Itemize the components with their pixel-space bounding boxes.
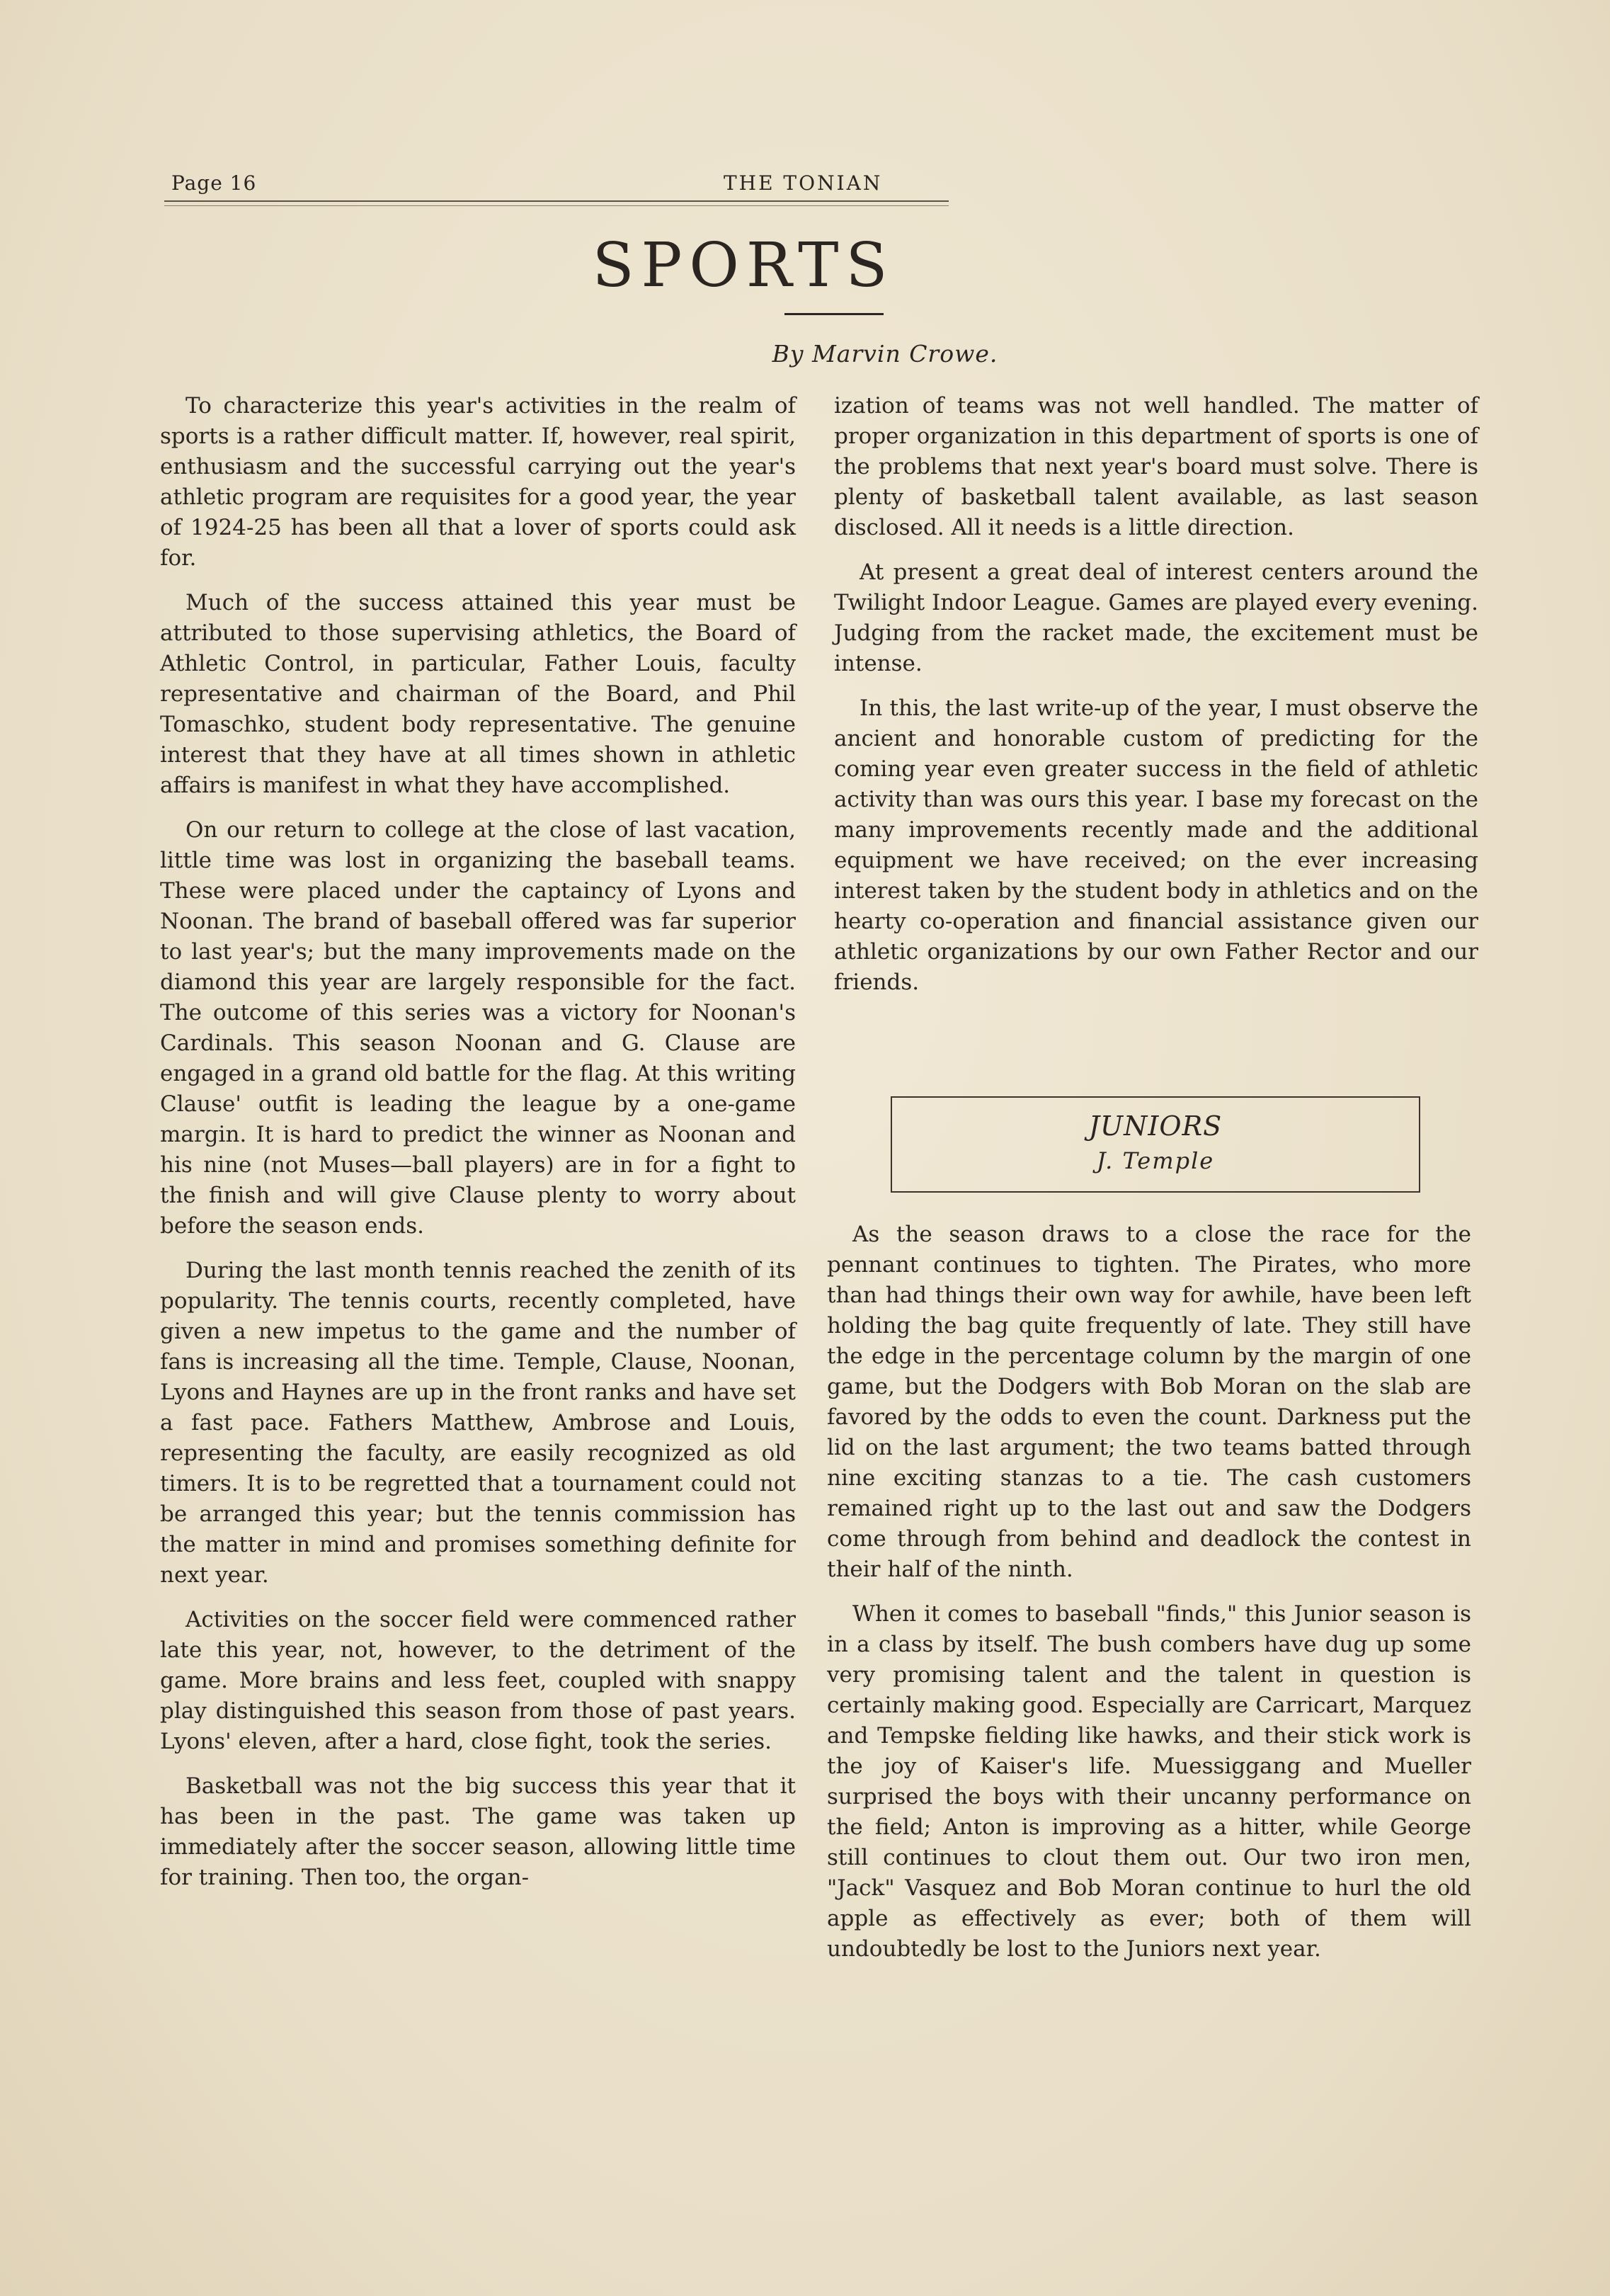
title-rule: [784, 313, 884, 315]
paragraph: As the season draws to a close the race for the pennant continues to tighten. The Pirates, who more than had things their own way for awhile, have been left holding the bag quite frequently of late. They still have the edge in the percentage column by the margin of one game, but the Dodgers with Bob Moran on the slab are favored by the odds to even the count. Darkness put the lid on the last argument; the two teams batted through nine exciting stanzas to a tie. The cash customers remained right up to the last out and saw the Dodgers come through from behind and deadlock the contest in their half of the ninth.: [827, 1222, 1471, 1582]
paragraph: During the last month tennis reached the zenith of its popularity. The tennis courts, recently completed, have given a new impetus to the game and the number of fans is increasing all the time. Temple, Clause, Noonan, Lyons and Haynes are up in the front ranks and have set a fast pace. Fathers Matthew, Ambrose and Louis, representing the faculty, are easily recognized as old timers. It is to be regretted that a tournament could not be arranged this year; but the tennis commission has the matter in mind and promises something definite for next year.: [160, 1258, 796, 1588]
paragraph: To characterize this year's activities in the realm of sports is a rather difficult matter. If, however, real spirit, enthusiasm and the successful carrying out the year's athletic program are requisites for a good year, the year of 1924-25 has been all that a lover of sports could ask for.: [160, 393, 796, 571]
paragraph: Much of the success attained this year must be attributed to those supervising athletics, the Board of Athletic Control, in particular, Father Louis, faculty representative and chairman of the Board, and Phil Tomaschko, student body representative. The genuine interest that they have at all times shown in athletic affairs is manifest in what they have accomplished.: [160, 590, 796, 798]
right-column: [834, 391, 1478, 1012]
paragraph: On our return to college at the close of last vacation, little time was lost in organizing the baseball teams. These were placed under the captaincy of Lyons and Noonan. The brand of baseball offered was far superior to last year's; but the many improvements made on the diamond this year are largely responsible for the fact. The outcome of this series was a victory for Noonan's Cardinals. This season Noonan and G. Clause are engaged in a grand old battle for the flag. At this writing Clause' outfit is leading the league by a one-game margin. It is hard to predict the winner as Noonan and his nine (not Muses—ball players) are in for a fight to the finish and will give Clause plenty to worry about before the season ends.: [160, 817, 796, 1239]
paragraph: Activities on the soccer field were commenced rather late this year, not, however, to the detriment of the game. More brains and less feet, coupled with snappy play distinguished this season from those of past years. Lyons' eleven, after a hard, close fight, took the series.: [160, 1607, 796, 1754]
left-column: [160, 391, 796, 1907]
header-rule: [164, 200, 949, 202]
juniors-author: J. Temple: [1096, 1147, 1215, 1174]
paragraph: In this, the last write-up of the year, I must observe the ancient and honorable custom of predicting for the coming year even greater success in the field of athletic activity than was ours this year. I base my forecast on the many improvements recently made and the additional equipment we have received; on the ever increasing interest taken by the student body in athletics and on the hearty co-operation and financial assistance given our athletic organizations by our own Father Rector and our friends.: [834, 695, 1478, 995]
juniors-column: [827, 1220, 1471, 1979]
paragraph: At present a great deal of interest centers around the Twilight Indoor League. Games are played every evening. Judging from the racket made, the excitement must be intense.: [834, 559, 1478, 676]
magazine-title: THE TONIAN: [724, 171, 883, 195]
article-title: SPORTS: [592, 230, 895, 301]
paragraph: When it comes to baseball "finds," this Junior season is in a class by itself. The bush combers have dug up some very promising talent and the talent in question is certainly making good. Especially are Carricart, Marquez and Tempske fielding like hawks, and their stick work is the joy of Kaiser's life. Muessiggang and Mueller surprised the boys with their uncanny performance on the field; Anton is improving as a hitter, while George still continues to clout them out. Our two iron men, "Jack" Vasquez and Bob Moran continue to hurl the old apple as effectively as ever; both of them will undoubtedly be lost to the Juniors next year.: [827, 1601, 1471, 1962]
page-number: Page 16: [171, 171, 257, 195]
juniors-heading-box: [891, 1096, 1420, 1193]
paragraph: ization of teams was not well handled. The matter of proper organization in this department of sports is one of the problems that next year's board must solve. There is plenty of basketball talent available, as last season disclosed. All it needs is a little direction.: [834, 393, 1478, 540]
running-head: [164, 169, 943, 197]
header-rule-thin: [164, 205, 949, 206]
byline: By Marvin Crowe.: [772, 340, 998, 368]
juniors-title: JUNIORS: [1088, 1110, 1223, 1142]
paragraph: Basketball was not the big success this year that it has been in the past. The game was taken up immediately after the soccer season, allowing little time for training. Then too, the organ-: [160, 1773, 796, 1890]
